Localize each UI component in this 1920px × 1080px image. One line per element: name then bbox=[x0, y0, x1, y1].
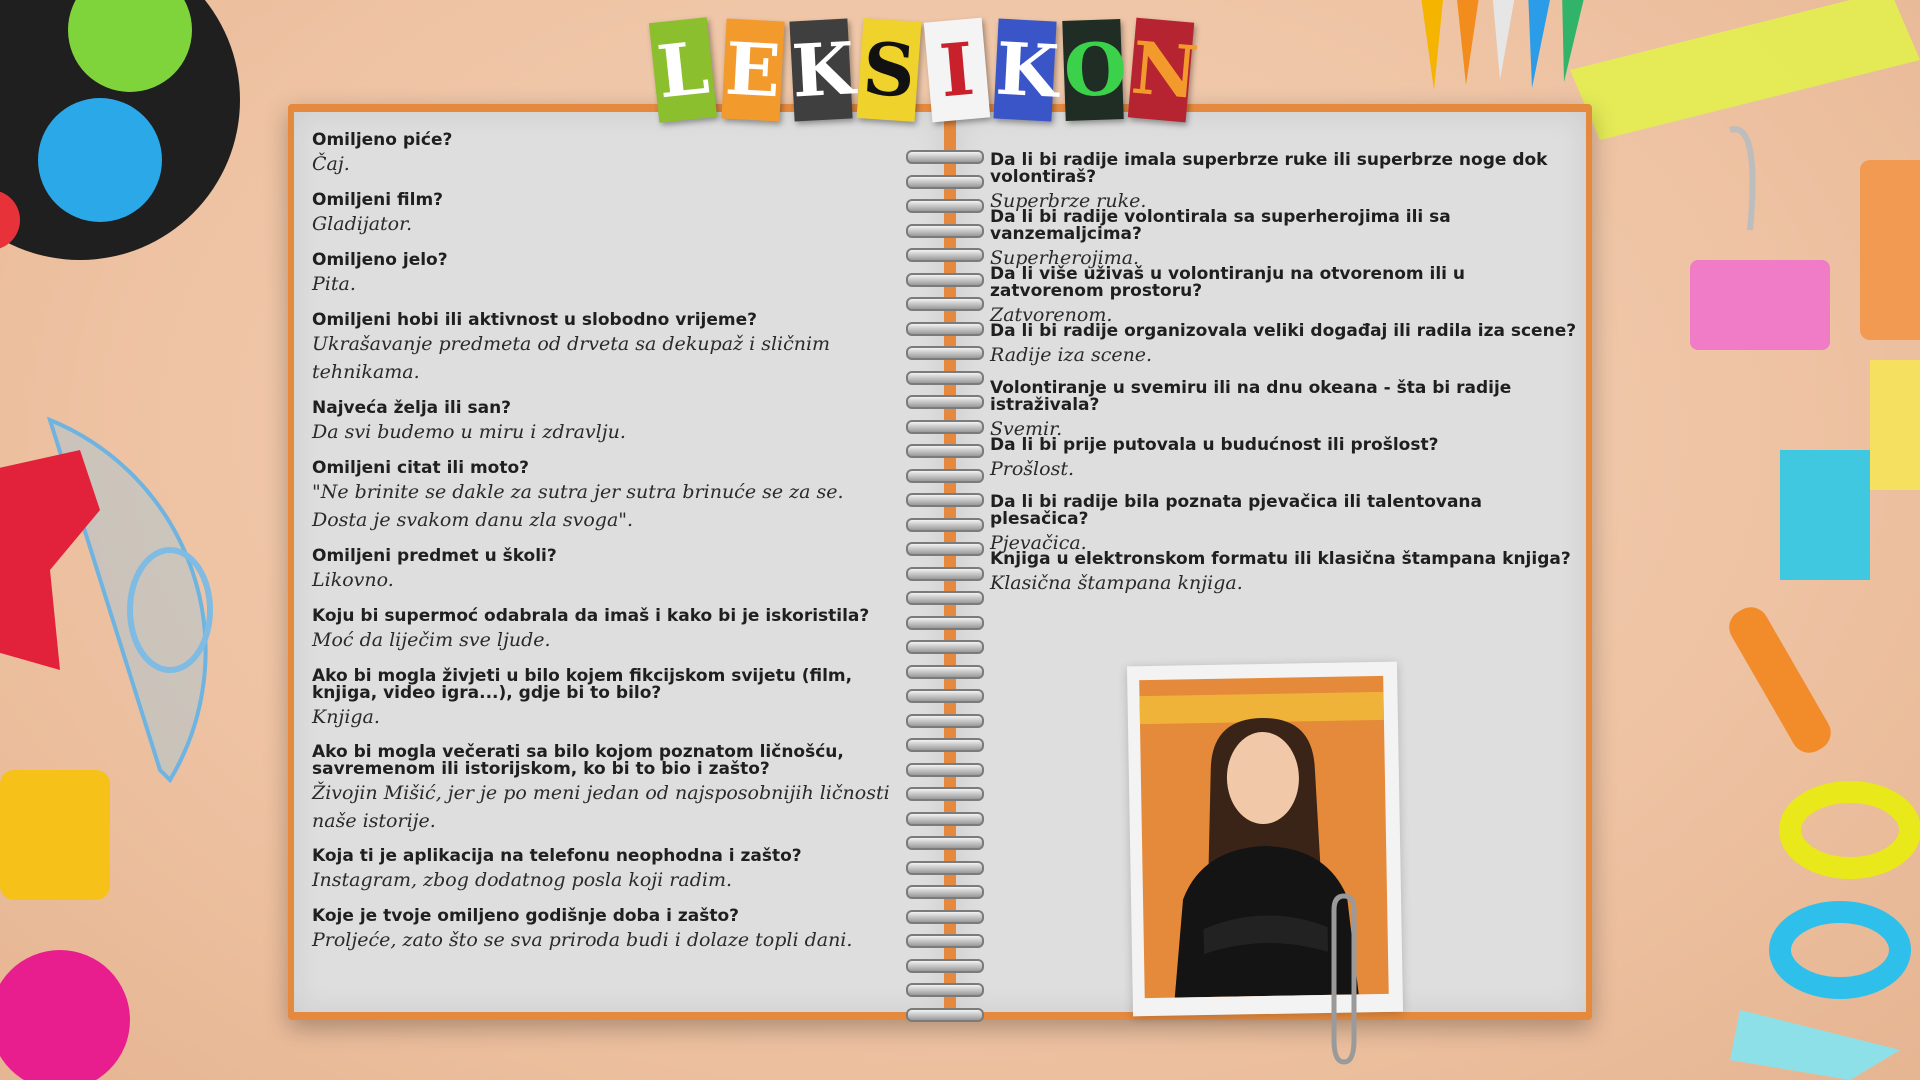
qa-item bbox=[312, 132, 892, 178]
qa-item bbox=[312, 460, 892, 534]
question: Koje je tvoje omiljeno godišnje doba i zašto? bbox=[312, 906, 740, 926]
question: Da li bi radije bila poznata pjevačica ili talentovana plesačica? bbox=[990, 492, 1483, 529]
qa-item bbox=[990, 437, 1580, 483]
question: Knjiga u elektronskom formatu ili klasična štampana knjiga? bbox=[990, 549, 1571, 569]
qa-item bbox=[312, 848, 892, 894]
answer: Klasična štampana knjiga. bbox=[990, 572, 1243, 594]
qa-item bbox=[312, 252, 892, 298]
spiral-ring bbox=[906, 616, 984, 630]
title-letter: K bbox=[789, 19, 852, 122]
spiral-ring bbox=[906, 150, 984, 164]
spiral-ring bbox=[906, 861, 984, 875]
answer: Pjevačica. bbox=[990, 532, 1087, 554]
question: Da li bi prije putovala u budućnost ili prošlost? bbox=[990, 435, 1439, 455]
spiral-ring bbox=[906, 346, 984, 360]
spiral-ring bbox=[906, 322, 984, 336]
paper-clip-icon bbox=[1322, 890, 1366, 1070]
spiral-ring bbox=[906, 689, 984, 703]
qa-item bbox=[990, 209, 1580, 272]
spiral-ring bbox=[906, 763, 984, 777]
spiral-ring bbox=[906, 910, 984, 924]
spiral-binding bbox=[906, 120, 980, 1020]
answer: Čaj. bbox=[312, 153, 350, 175]
pencil-sharpener-icon bbox=[0, 760, 130, 1080]
question: Omiljeni hobi ili aktivnost u slobodno vrijeme? bbox=[312, 310, 757, 330]
answer: "Ne brinite se dakle za sutra jer sutra brinuće se za se. Dosta je svakom danu zla svoga". bbox=[312, 481, 844, 531]
title-letter: I bbox=[924, 18, 990, 123]
answer: Zatvorenom. bbox=[990, 304, 1113, 326]
spiral-ring bbox=[906, 224, 984, 238]
answer: Likovno. bbox=[312, 569, 394, 591]
qa-item bbox=[990, 380, 1580, 443]
answer: Svemir. bbox=[990, 418, 1063, 440]
leksikon-title bbox=[653, 20, 1202, 132]
answer: Ukrašavanje predmeta od drveta sa dekupaž i sličnim tehnikama. bbox=[312, 333, 831, 383]
question: Omiljeni predmet u školi? bbox=[312, 546, 557, 566]
spiral-ring bbox=[906, 199, 984, 213]
spiral-ring bbox=[906, 959, 984, 973]
qa-item bbox=[990, 323, 1580, 369]
answer: Gladijator. bbox=[312, 213, 413, 235]
question: Koju bi supermoć odabrala da imaš i kako bi je iskoristila? bbox=[312, 606, 870, 626]
answer: Proljeće, zato što se sva priroda budi i dolaze topli dani. bbox=[312, 929, 853, 951]
spiral-ring bbox=[906, 738, 984, 752]
spiral-ring bbox=[906, 518, 984, 532]
spiral-ring bbox=[906, 885, 984, 899]
paint-palette-icon bbox=[0, 0, 270, 320]
spiral-ring bbox=[906, 371, 984, 385]
spiral-ring bbox=[906, 591, 984, 605]
question: Da li bi radije volontirala sa superherojima ili sa vanzemaljcima? bbox=[990, 207, 1451, 244]
spiral-ring bbox=[906, 714, 984, 728]
question: Da li bi radije organizovala veliki događaj ili radila iza scene? bbox=[990, 321, 1577, 341]
answer: Superherojima. bbox=[990, 247, 1140, 269]
qa-item bbox=[312, 744, 892, 835]
qa-item bbox=[990, 494, 1580, 557]
question: Da li više uživaš u volontiranju na otvorenom ili u zatvorenom prostoru? bbox=[990, 264, 1466, 301]
qa-item bbox=[312, 192, 892, 238]
spiral-ring bbox=[906, 420, 984, 434]
spiral-ring bbox=[906, 273, 984, 287]
question: Najveća želja ili san? bbox=[312, 398, 512, 418]
title-letter: N bbox=[1128, 18, 1194, 123]
spiral-ring bbox=[906, 297, 984, 311]
spiral-ring bbox=[906, 469, 984, 483]
spiral-ring bbox=[906, 640, 984, 654]
spiral-ring bbox=[906, 542, 984, 556]
qa-item bbox=[312, 312, 892, 386]
qa-item bbox=[312, 908, 892, 954]
title-letter: L bbox=[649, 17, 717, 123]
answer: Superbrze ruke. bbox=[990, 190, 1147, 212]
qa-item bbox=[990, 266, 1580, 329]
question: Volontiranje u svemiru ili na dnu okeana - šta bi radije istraživala? bbox=[990, 378, 1512, 415]
spiral-ring bbox=[906, 248, 984, 262]
question: Da li bi radije imala superbrze ruke ili superbrze noge dok volontiraš? bbox=[990, 150, 1548, 187]
question: Omiljeno jelo? bbox=[312, 250, 448, 270]
qa-item bbox=[990, 152, 1580, 215]
answer: Radije iza scene. bbox=[990, 344, 1153, 366]
answer: Da svi budemo u miru i zdravlju. bbox=[312, 421, 626, 443]
question: Ako bi mogla živjeti u bilo kojem fikcijskom svijetu (film, knjiga, video igra...), gdje bi to bilo? bbox=[312, 666, 853, 703]
answer: Moć da liječim sve ljude. bbox=[312, 629, 551, 651]
answer: Prošlost. bbox=[990, 458, 1074, 480]
answer: Knjiga. bbox=[312, 706, 380, 728]
answer: Pita. bbox=[312, 273, 356, 295]
spiral-ring bbox=[906, 493, 984, 507]
qa-item bbox=[312, 608, 892, 654]
ruler-icon bbox=[1570, 0, 1920, 140]
title-letter: K bbox=[993, 19, 1056, 122]
spiral-ring bbox=[906, 812, 984, 826]
question: Ako bi mogla večerati sa bilo kojom poznatom ličnošću, savremenom ili istorijskom, ko bi to bio i zašto? bbox=[312, 742, 844, 779]
question: Omiljeni film? bbox=[312, 190, 444, 210]
red-paper-icon bbox=[0, 450, 110, 680]
binder-clips-icon bbox=[1640, 120, 1920, 580]
spiral-ring bbox=[906, 665, 984, 679]
qa-item bbox=[312, 548, 892, 594]
qa-item bbox=[312, 668, 892, 731]
question: Koja ti je aplikacija na telefonu neophodna i zašto? bbox=[312, 846, 802, 866]
qa-item bbox=[312, 400, 892, 446]
spiral-ring bbox=[906, 934, 984, 948]
scissors-icon bbox=[1700, 580, 1920, 1080]
spiral-ring bbox=[906, 836, 984, 850]
spiral-ring bbox=[906, 395, 984, 409]
question: Omiljeno piće? bbox=[312, 130, 453, 150]
answer: Živojin Mišić, jer je po meni jedan od najsposobnijih ličnosti naše istorije. bbox=[312, 782, 890, 832]
spiral-ring bbox=[906, 787, 984, 801]
qa-item bbox=[990, 551, 1580, 597]
spiral-ring bbox=[906, 175, 984, 189]
title-letter: S bbox=[857, 18, 922, 122]
spiral-ring bbox=[906, 567, 984, 581]
spiral-ring bbox=[906, 444, 984, 458]
title-letter: E bbox=[721, 19, 784, 122]
title-letter: O bbox=[1062, 19, 1123, 121]
question: Omiljeni citat ili moto? bbox=[312, 458, 530, 478]
spiral-ring bbox=[906, 1008, 984, 1022]
answer: Instagram, zbog dodatnog posla koji radim. bbox=[312, 869, 733, 891]
spiral-ring bbox=[906, 983, 984, 997]
